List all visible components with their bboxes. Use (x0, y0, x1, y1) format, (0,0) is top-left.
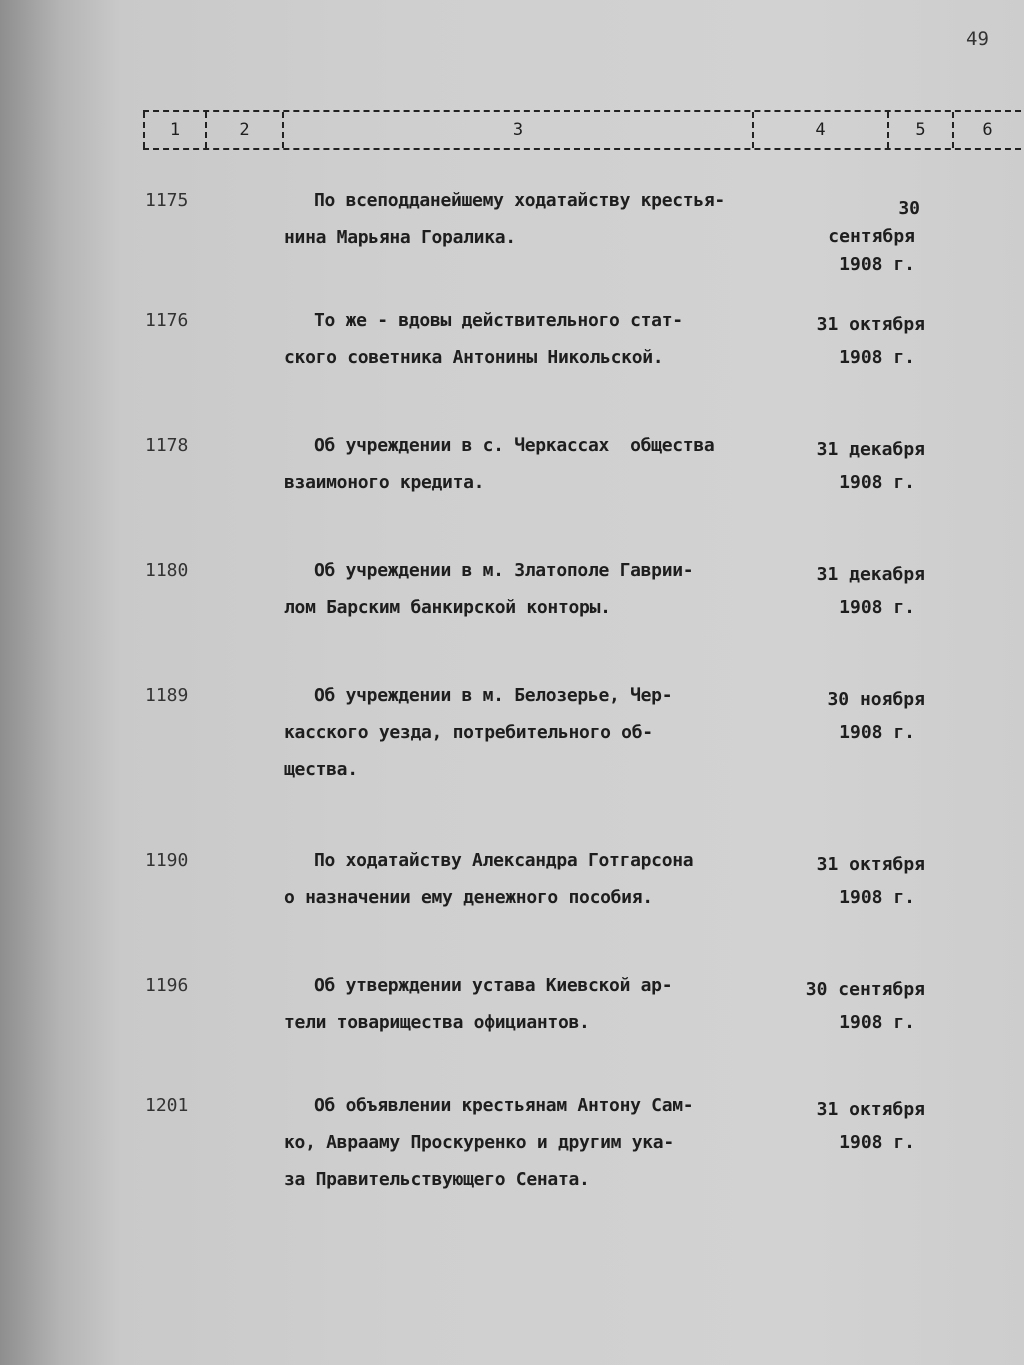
entry-text-line: взаимоного кредита. (284, 472, 485, 493)
entry-text-line: нина Марьяна Горалика. (284, 227, 516, 248)
entry-text-line: щества. (284, 759, 358, 780)
entry-number: 1178 (145, 435, 189, 456)
entry-text-line: Об объявлении крестьянам Антону Сам- (314, 1095, 694, 1116)
column-header-6: 6 (952, 112, 1021, 148)
entry-text-line: Об учреждении в м. Белозерье, Чер- (314, 685, 673, 706)
entry-text-line: о назначении ему денежного пособия. (284, 887, 653, 908)
entry-text-line: Об учреждении в с. Черкассах общества (314, 435, 715, 456)
entry-date: сентября (828, 226, 915, 247)
column-header-1: 1 (143, 112, 205, 148)
entry-text-line: По всеподданейшему ходатайству крестья- (314, 190, 725, 211)
entry-date: 31 октября (816, 854, 925, 875)
entry-date: 1908 г. (839, 254, 915, 275)
entry-date: 1908 г. (839, 347, 915, 368)
entry-date: 31 октября (816, 1099, 925, 1120)
entry-number: 1176 (145, 310, 189, 331)
column-header-2: 2 (205, 112, 282, 148)
column-header-3: 3 (282, 112, 752, 148)
entry-date: 1908 г. (839, 1012, 915, 1033)
entry-number: 1201 (145, 1095, 189, 1116)
entry-text-line: тели товарищества официантов. (284, 1012, 590, 1033)
entry-text-line: ко, Аврааму Проскуренко и другим ука- (284, 1132, 674, 1153)
entry-date: 1908 г. (839, 597, 915, 618)
entry-date: 1908 г. (839, 722, 915, 743)
column-header-5: 5 (887, 112, 952, 148)
entry-number: 1175 (145, 190, 189, 211)
entry-date: 30 (898, 198, 920, 219)
entry-date: 31 декабря (816, 564, 925, 585)
entry-text-line: касского уезда, потребительного об- (284, 722, 653, 743)
entry-text-line: Об учреждении в м. Златополе Гаврии- (314, 560, 694, 581)
column-header-row (143, 110, 1021, 150)
entry-text-line: По ходатайству Александра Готгарсона (314, 850, 694, 871)
entry-date: 30 сентября (805, 979, 925, 1000)
entry-date: 1908 г. (839, 1132, 915, 1153)
entry-text-line: за Правительствующего Сената. (284, 1169, 590, 1190)
entry-number: 1180 (145, 560, 189, 581)
entry-date: 1908 г. (839, 472, 915, 493)
entry-text-line: Об утверждении устава Киевской ар- (314, 975, 673, 996)
entry-number: 1189 (145, 685, 189, 706)
entry-text-line: ского советника Антонины Никольской. (284, 347, 664, 368)
column-header-4: 4 (752, 112, 887, 148)
entry-date: 31 декабря (816, 439, 925, 460)
entry-number: 1196 (145, 975, 189, 996)
entry-date: 30 ноября (827, 689, 925, 710)
entry-date: 31 октября (816, 314, 925, 335)
entry-text-line: лом Барским банкирской конторы. (284, 597, 611, 618)
entry-text-line: То же - вдовы действительного стат- (314, 310, 683, 331)
entry-date: 1908 г. (839, 887, 915, 908)
page-number: 49 (966, 28, 989, 50)
entry-number: 1190 (145, 850, 189, 871)
